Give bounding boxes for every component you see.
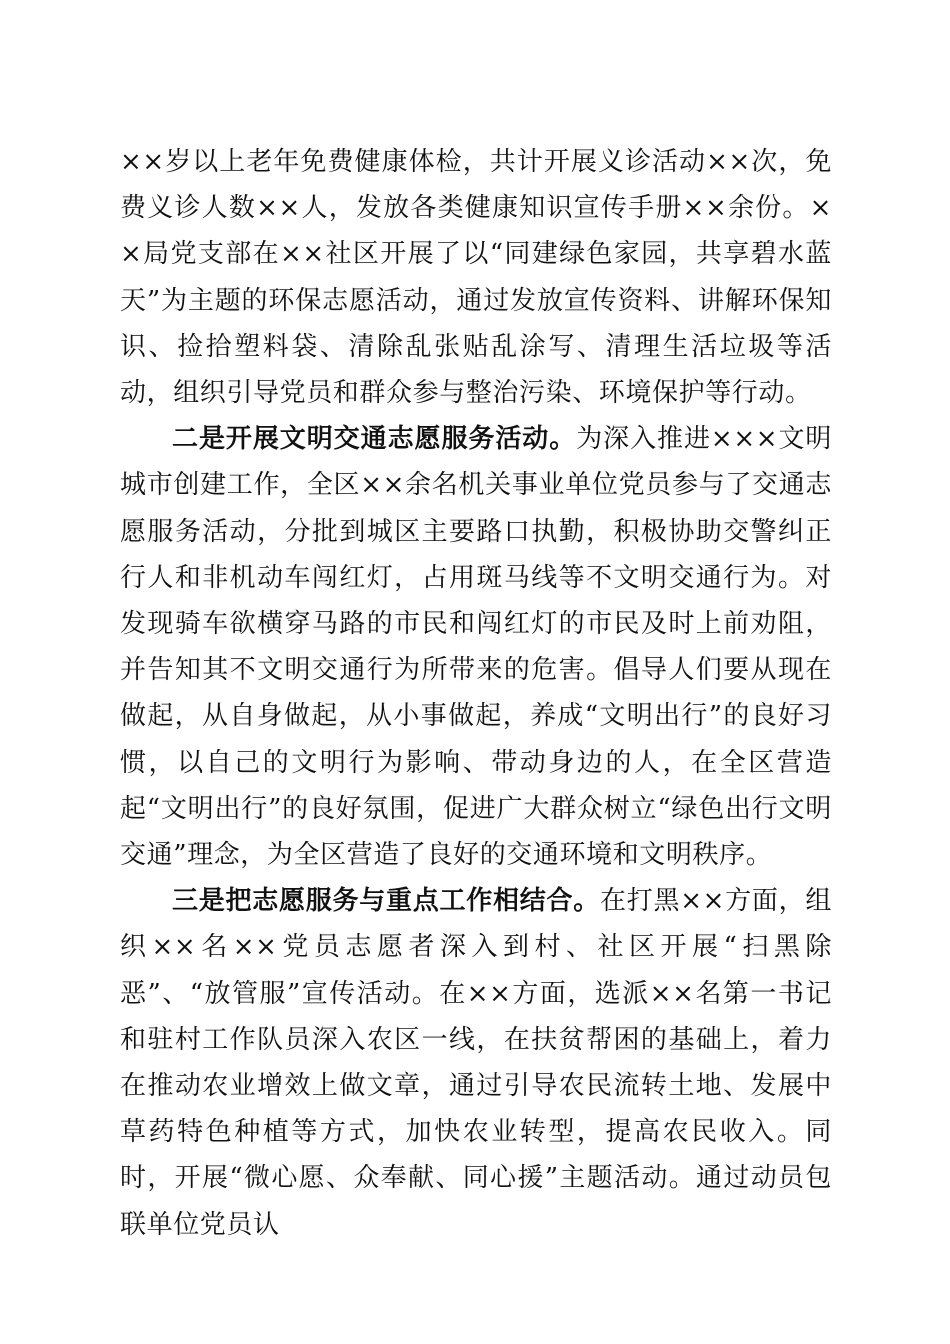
paragraph-key-work — [120, 878, 832, 1248]
paragraph-text: 为深入推进×××文明城市创建工作，全区××余名机关事业单位党员参与了交通志愿服务活动，分批到城区主要路口执勤，积极协助交警纠正行人和非机动车闯红灯，占用斑马线等不文明交通行为。对发现骑车欲横穿马路的市民和闯红灯的市民及时上前劝阻，并告知其不文明交通行为所带来的危害。倡导人们要从现在做起，从自身做起，从小事做起，养成“文明出行”的良好习惯，以自己的文明行为影响、带动身边的人，在全区营造起“文明出行”的良好氛围，促进广大群众树立“绿色出行文明交通”理念，为全区营造了良好的交通环境和文明秩序。 — [120, 424, 832, 871]
body-text — [120, 139, 832, 1248]
paragraph-civilized-traffic — [120, 416, 832, 878]
paragraph-text: 在打黑××方面，组织××名××党员志愿者深入到村、社区开展“扫黑除恶”、“放管服”宣传活动。在××方面，选派××名第一书记和驻村工作队员深入农区一线，在扶贫帮困的基础上，着力在推动农业增效上做文章，通过引导农民流转土地、发展中草药特色种植等方式，加快农业转型，提高农民收入。同时，开展“微心愿、众奉献、同心援”主题活动。通过动员包联单位党员认 — [120, 886, 832, 1240]
paragraph-lead: 三是把志愿服务与重点工作相结合。 — [172, 886, 600, 917]
paragraph-text: ××岁以上老年免费健康体检，共计开展义诊活动××次，免费义诊人数××人，发放各类健康知识宣传手册××余份。××局党支部在××社区开展了以“同建绿色家园，共享碧水蓝天”为主题的环保志愿活动，通过发放宣传资料、讲解环保知识、捡拾塑料袋、清除乱张贴乱涂写、清理生活垃圾等活动，组织引导党员和群众参与整治污染、环境保护等行动。 — [120, 147, 832, 409]
paragraph-lead: 二是开展文明交通志愿服务活动。 — [172, 424, 577, 455]
paragraph-continuation — [120, 139, 832, 416]
